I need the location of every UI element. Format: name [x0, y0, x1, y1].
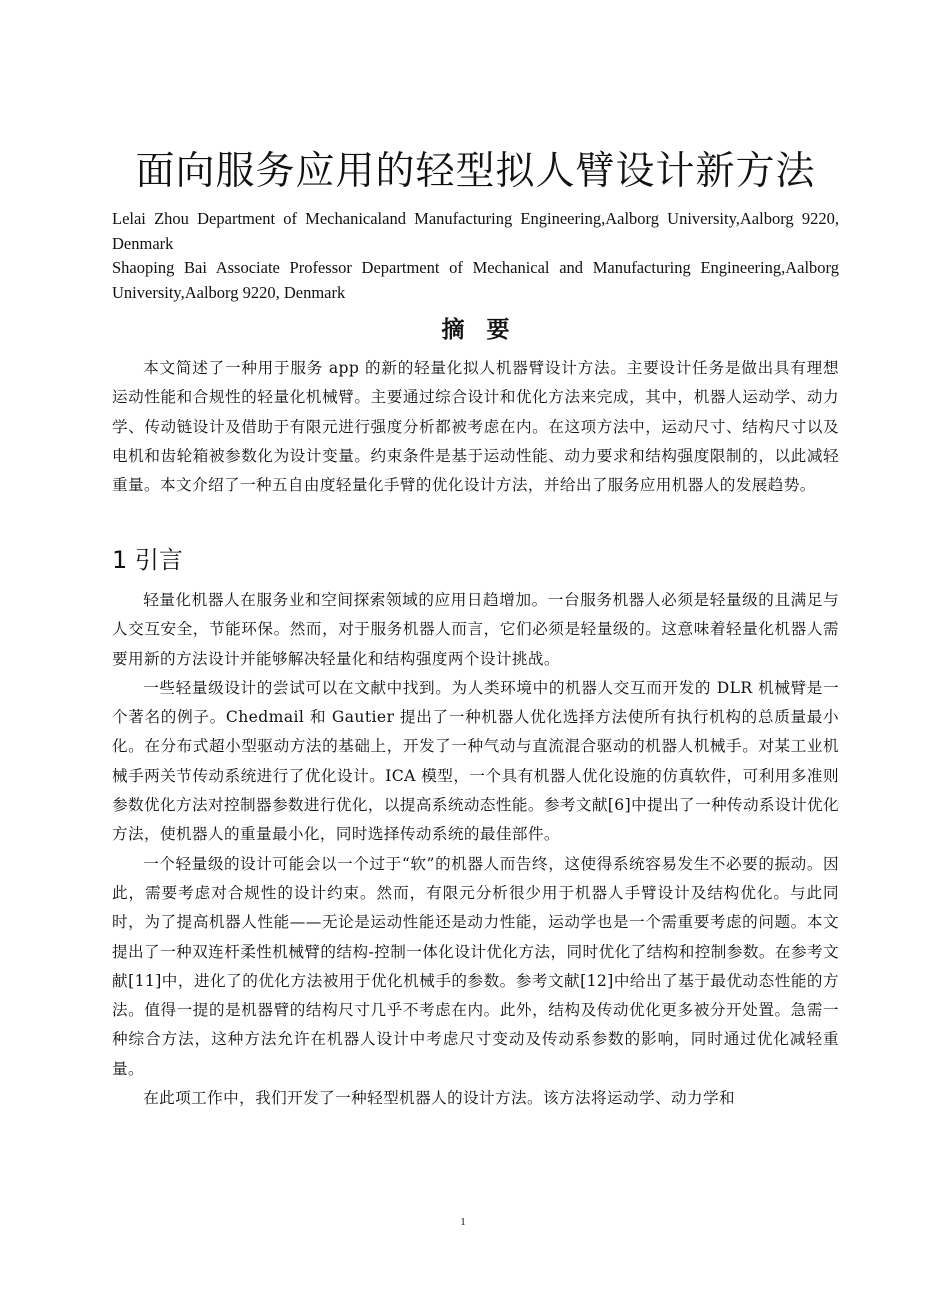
- paragraph: 一些轻量级设计的尝试可以在文献中找到。为人类环境中的机器人交互而开发的 DLR 机械臂是一个著名的例子。Chedmail 和 Gautier 提出了一种机器人优化选择方法使所有执行机构的总质量最小化。在分布式超小型驱动方法的基础上，开发了一种气动与直流混合驱动的机器人机械手。对某工业机械手两关节传动系统进行了优化设计。ICA 模型，一个具有机器人优化设施的仿真软件，可利用多准则参数优化方法对控制器参数进行优化，以提高系统动态性能。参考文献[6]中提出了一种传动系设计优化方法，使机器人的重量最小化，同时选择传动系统的最佳部件。: [112, 678, 840, 844]
- paragraph: 一个轻量级的设计可能会以一个过于“软”的机器人而告终，这使得系统容易发生不必要的振动。因此，需要考虑对合规性的设计约束。然而，有限元分析很少用于机器人手臂设计及结构优化。与此同时，为了提高机器人性能——无论是运动性能还是动力性能，运动学也是一个需重要考虑的问题。本文提出了一种双连杆柔性机械臂的结构-控制一体化设计优化方法，同时优化了结构和控制参数。在参考文献[11]中，进化了的优化方法被用于优化机械手的参数。参考文献[12]中给出了基于最优动态性能的方法。值得一提的是机器臂的结构尺寸几乎不考虑在内。此外，结构及传动优化更多被分开处置。急需一种综合方法，这种方法允许在机器人设计中考虑尺寸变动及传动系参数的影响，同时通过优化减轻重量。: [112, 854, 839, 1078]
- paper-title: 面向服务应用的轻型拟人臂设计新方法: [135, 149, 816, 194]
- author-affiliations: [112, 207, 839, 305]
- abstract: [112, 354, 839, 500]
- abstract-heading: 摘要: [441, 317, 532, 343]
- paragraph: 轻量化机器人在服务业和空间探索领域的应用日趋增加。一台服务机器人必须是轻量级的且满足与人交互安全，节能环保。然而，对于服务机器人而言，它们必须是轻量级的。这意味着轻量化机器人需要用新的方法设计并能够解决轻量化和结构强度两个设计挑战。: [112, 591, 839, 668]
- abstract-text: 本文简述了一种用于服务 app 的新的轻量化拟人机器臂设计方法。主要设计任务是做出具有理想运动性能和合规性的轻量化机械臂。主要通过综合设计和优化方法来完成，其中，机器人运动学、动力学、传动链设计及借助于有限元进行强度分析都被考虑在内。在这项方法中，运动尺寸、结构尺寸以及电机和齿轮箱被参数化为设计变量。约束条件是基于运动性能、动力要求和结构强度限制的，以此减轻重量。本文介绍了一种五自由度轻量化手臂的优化设计方法，并给出了服务应用机器人的发展趋势。: [112, 359, 839, 495]
- author-line-zhou: Lelai Zhou Department of Mechanicaland Manufacturing Engineering,Aalborg University,Aalborg 9220, Denmark: [112, 209, 839, 253]
- introduction-body: [112, 586, 839, 1113]
- page-number: 1: [460, 1216, 466, 1228]
- paragraph: 在此项工作中，我们开发了一种轻型机器人的设计方法。该方法将运动学、动力学和: [143, 1089, 735, 1108]
- author-line-bai: Shaoping Bai Associate Professor Department of Mechanical and Manufacturing Engineering,Aalborg University,Aalborg 9220, Denmark: [112, 258, 839, 302]
- section-heading-introduction: 1 引言: [112, 546, 183, 574]
